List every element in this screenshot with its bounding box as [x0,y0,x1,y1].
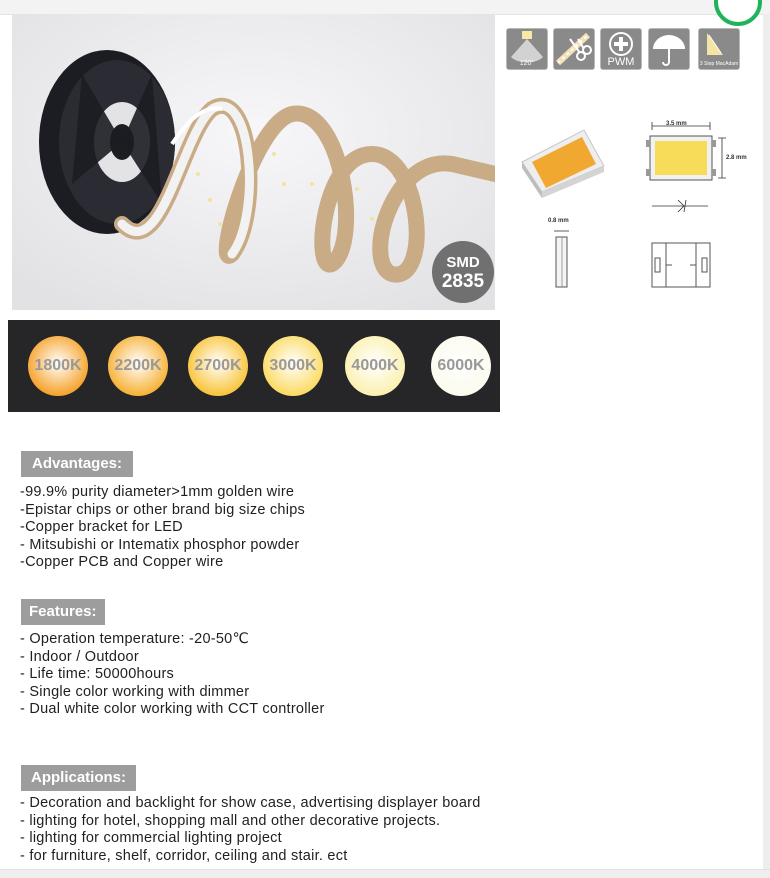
features-heading: Features: [21,599,105,625]
cct-4000k: 4000K [345,336,405,396]
list-item: -99.9% purity diameter>1mm golden wire [20,484,295,500]
cct-2700k: 2700K [188,336,248,396]
list-item: - Mitsubishi or Intematix phosphor powder [20,536,300,553]
macadam-binning-icon [698,28,740,70]
led-strip-product-photo [12,14,495,310]
smd-2835-badge [432,241,494,303]
features-list [20,631,325,719]
cct-1800k: 1800K [28,336,88,396]
list-item: - Operation temperature: -20-50℃ [20,631,249,647]
list-item: - Life time: 50000hours [20,666,175,683]
list-item: -Epistar chips or other brand big size chips [20,501,306,518]
beam-angle-caption: 120° [519,60,535,67]
beam-angle-icon [506,28,548,70]
cct-2200k: 2200K [108,336,168,396]
thickness-dimension: 0.8 mm [548,218,569,224]
smd-code: 2835 [441,271,485,292]
list-item: - for furniture, shelf, corridor, ceiling and stair. ect [20,847,348,864]
macadam-caption: 3 Step MacAdam [699,61,739,67]
pwm-caption: PWM [607,56,635,68]
applications-list [20,795,481,865]
cct-3000k: 3000K [263,336,323,396]
list-item: - lighting for hotel, shopping mall and other decorative projects. [20,812,441,829]
width-dimension: 3.5 mm [666,121,687,127]
cuttable-scissors-icon [553,28,595,70]
list-item: - Decoration and backlight for show case, advertising displayer board [20,795,481,811]
umbrella-waterproof-icon [648,28,690,70]
smd-label: SMD [446,254,480,271]
color-temperature-strip [8,320,500,412]
applications-heading: Applications: [21,765,136,791]
top-bar [0,0,770,15]
list-item: -Copper bracket for LED [20,519,183,536]
height-dimension: 2.8 mm [726,155,747,161]
list-item: - lighting for commercial lighting project [20,830,282,847]
scrollbar[interactable] [763,14,770,877]
list-item: - Indoor / Outdoor [20,648,139,665]
led-dimension-diagram [500,100,762,300]
chat-badge-icon[interactable] [714,0,762,26]
cct-6000k: 6000K [431,336,491,396]
advantages-list [20,484,305,572]
pwm-dimming-icon [600,28,642,70]
advantages-heading: Advantages: [21,451,133,477]
list-item: - Dual white color working with CCT controller [20,701,325,718]
list-item: - Single color working with dimmer [20,683,250,700]
list-item: -Copper PCB and Copper wire [20,554,224,571]
